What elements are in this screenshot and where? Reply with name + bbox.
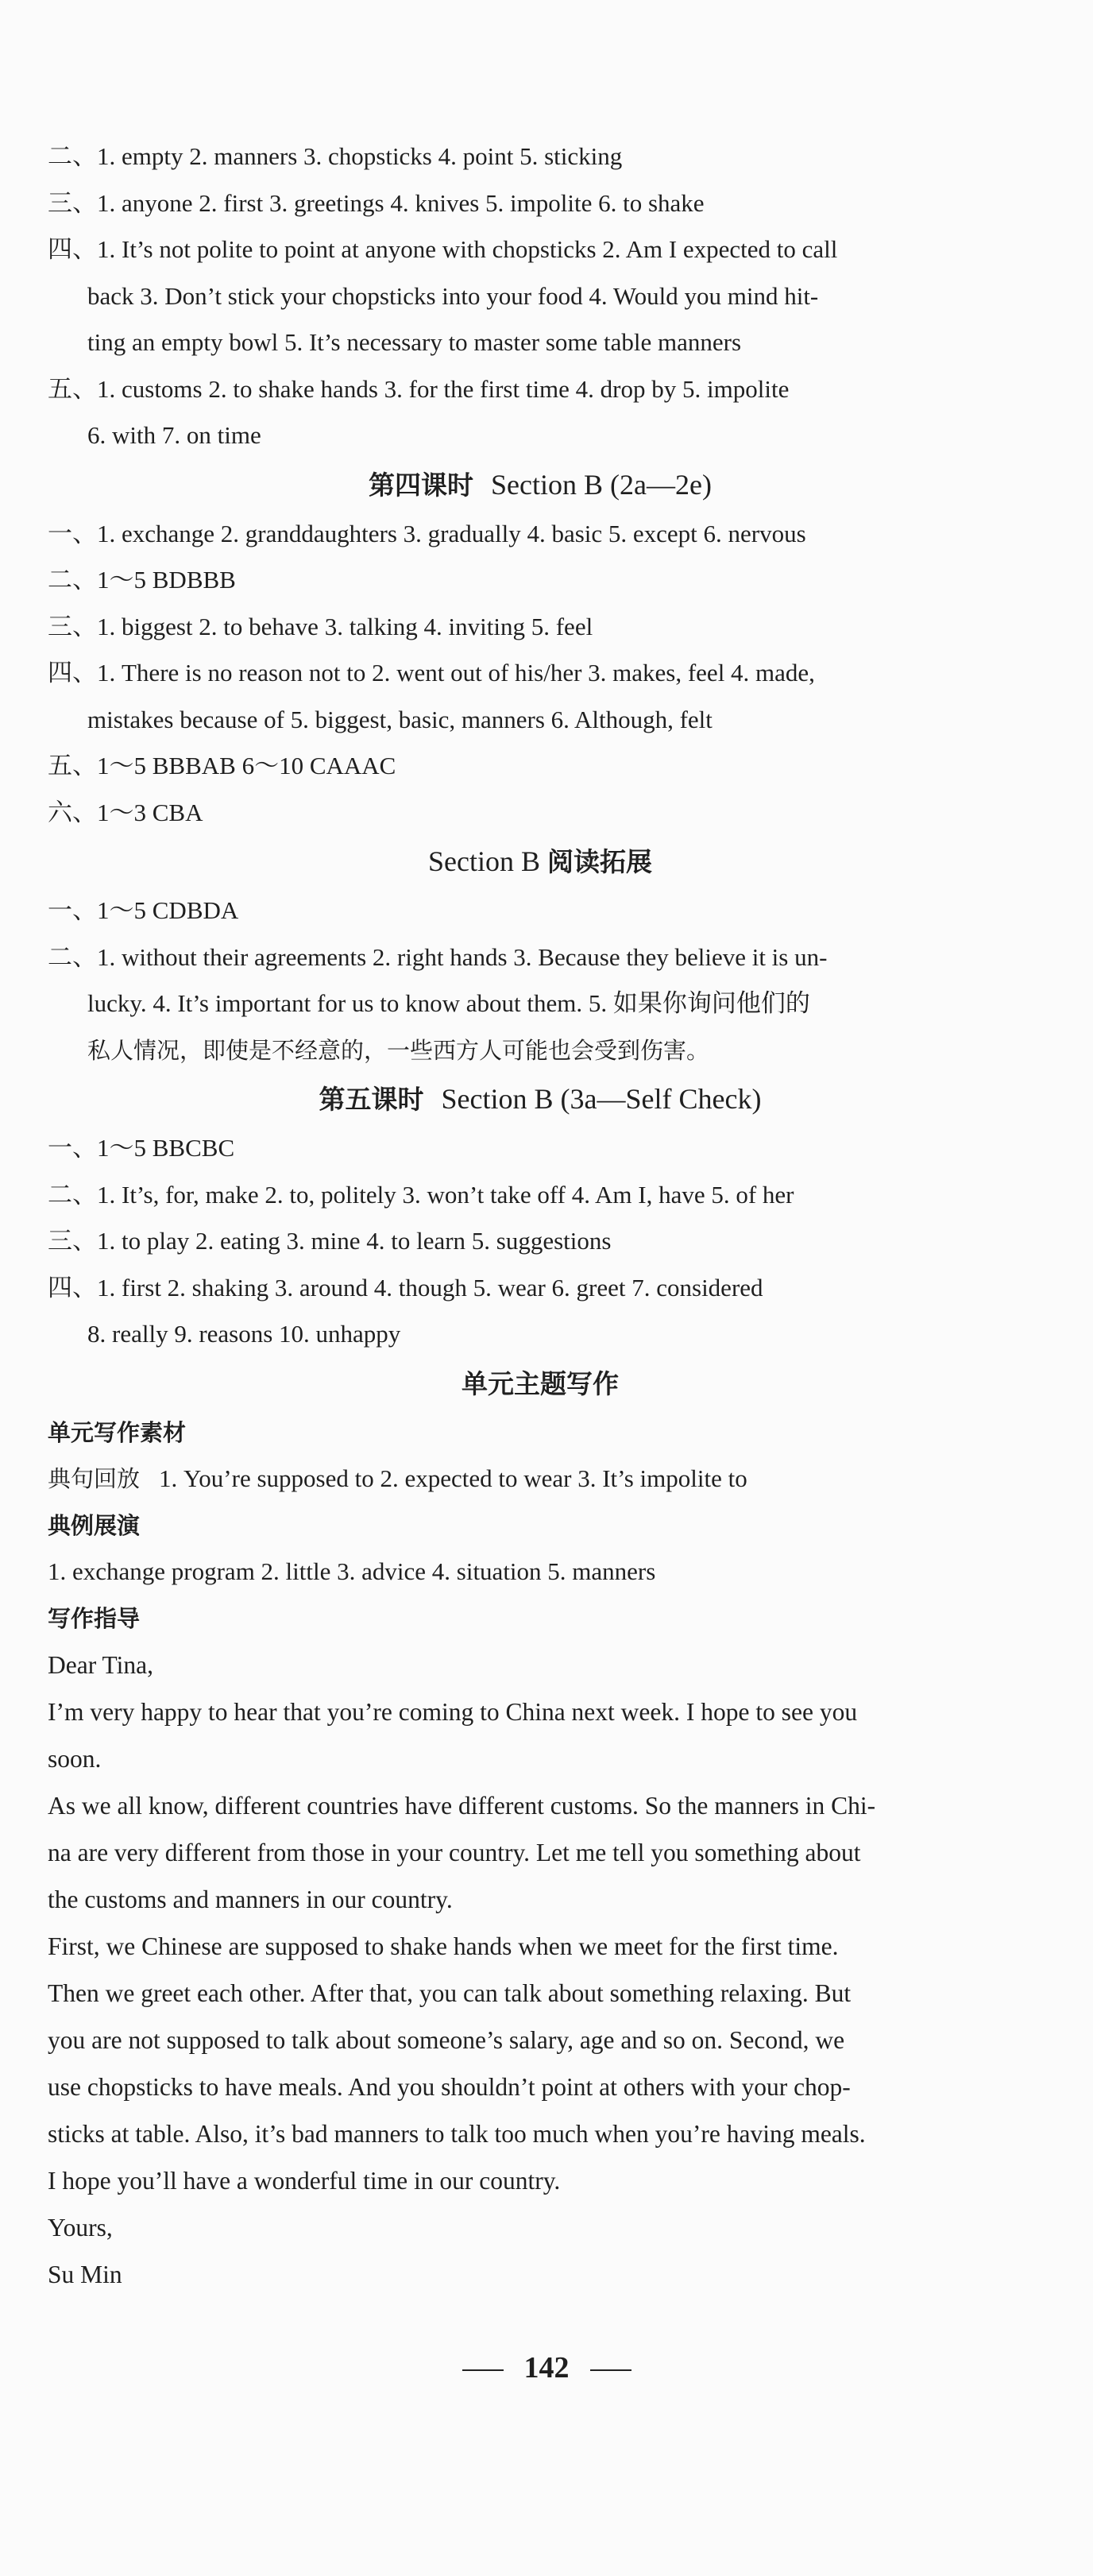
reading-heading [48, 836, 1033, 888]
answer-line: 6. with 7. on time [87, 421, 261, 449]
writing-heading [48, 1358, 1033, 1410]
answer-line: 三、1. anyone 2. first 3. greetings 4. knives 5. impolite 6. to shake [48, 188, 705, 217]
answer-line: 三、1. biggest 2. to behave 3. talking 4. inviting 5. feel [48, 612, 593, 640]
reading-title-en: Section B [428, 845, 540, 877]
footer-dash [462, 2369, 504, 2371]
lesson5-title-en: Section B (3a—Self Check) [441, 1083, 762, 1115]
answer-line: 一、1～5 CDBDA [48, 896, 239, 924]
answer-line: 1. exchange program 2. little 3. advice 4. situation 5. manners [48, 1557, 656, 1585]
letter-line: I’m very happy to hear that you’re coming to China next week. I hope to see you [48, 1698, 858, 1726]
letter-line: sticks at table. Also, it’s bad manners to talk too much when you’re having meals. [48, 2120, 866, 2148]
footer-dash [590, 2369, 631, 2371]
letter-line: I hope you’ll have a wonderful time in our country. [48, 2167, 561, 2195]
letter-line: you are not supposed to talk about someone’s salary, age and so on. Second, we [48, 2026, 845, 2054]
answer-line: mistakes because of 5. biggest, basic, manners 6. Although, felt [87, 705, 713, 733]
answer-line [48, 1456, 1033, 1503]
reading-title-cn: 阅读拓展 [547, 846, 652, 877]
answer-line: 四、1. It’s not polite to point at anyone with chopsticks 2. Am I expected to call [48, 235, 838, 263]
letter-line: Then we greet each other. After that, you can talk about something relaxing. But [48, 1979, 852, 2007]
answer-line: 二、1～5 BDBBB [48, 566, 236, 594]
answer-line: 一、1. exchange 2. granddaughters 3. gradually 4. basic 5. except 6. nervous [48, 519, 806, 547]
letter-line: As we all know, different countries have different customs. So the manners in Chi- [48, 1792, 876, 1820]
answer-line: 五、1. customs 2. to shake hands 3. for the first time 4. drop by 5. impolite [48, 374, 790, 403]
answer-line: 8. really 9. reasons 10. unhappy [87, 1320, 401, 1348]
writing-subheading: 典例展演 [48, 1511, 141, 1539]
letter-salutation: Dear Tina, [48, 1651, 153, 1679]
answer-line: ting an empty bowl 5. It’s necessary to master some table manners [87, 328, 742, 356]
page-footer [0, 2344, 1093, 2392]
answer-line: back 3. Don’t stick your chopsticks into your food 4. Would you mind hit- [87, 281, 819, 310]
answer-line: lucky. 4. It’s important for us to know about them. 5. 如果你询问他们的 [87, 989, 810, 1017]
page-number: 142 [523, 2351, 570, 2385]
answer-line: 五、1～5 BBBAB 6～10 CAAAC [48, 752, 396, 779]
answer-line: 四、1. There is no reason not to 2. went out of his/her 3. makes, feel 4. made, [48, 659, 815, 687]
writing-title: 单元主题写作 [462, 1367, 619, 1399]
writing-subheading: 单元写作素材 [48, 1418, 187, 1446]
sentence-label: 典句回放 [48, 1465, 141, 1492]
answer-content [48, 133, 1033, 2298]
answer-line: 四、1. first 2. shaking 3. around 4. though 5. wear 6. greet 7. considered [48, 1273, 763, 1302]
lesson5-title-cn: 第五课时 [319, 1084, 424, 1115]
answer-line: 六、1～3 CBA [48, 798, 203, 826]
letter-line: First, we Chinese are supposed to shake hands when we meet for the first time. [48, 1932, 839, 1960]
lesson4-title-en: Section B (2a—2e) [491, 468, 712, 501]
answer-line: 三、1. to play 2. eating 3. mine 4. to learn 5. suggestions [48, 1227, 612, 1255]
lesson4-heading [48, 459, 1033, 511]
letter-closing: Yours, [48, 2214, 113, 2241]
answer-line: 二、1. without their agreements 2. right hands 3. Because they believe it is un- [48, 942, 828, 971]
writing-subheading: 写作指导 [48, 1604, 141, 1632]
sentence-answers: 1. You’re supposed to 2. expected to wear 3. It’s impolite to [159, 1464, 747, 1492]
answer-line: 私人情况，即使是不经意的，一些西方人可能也会受到伤害。 [87, 1036, 710, 1064]
answer-line: 二、1. empty 2. manners 3. chopsticks 4. point 5. sticking [48, 142, 623, 170]
letter-line: use chopsticks to have meals. And you shouldn’t point at others with your chop- [48, 2073, 851, 2101]
answer-line: 二、1. It’s, for, make 2. to, politely 3. won’t take off 4. Am I, have 5. of her [48, 1180, 794, 1209]
letter-signature: Su Min [48, 2261, 122, 2288]
lesson5-heading [48, 1073, 1033, 1125]
lesson4-title-cn: 第四课时 [369, 469, 474, 501]
answer-line: 一、1～5 BBCBC [48, 1134, 235, 1162]
letter-line: soon. [48, 1745, 102, 1773]
letter-line: the customs and manners in our country. [48, 1886, 453, 1913]
sample-letter [48, 1642, 1033, 2298]
letter-line: na are very different from those in your country. Let me tell you something about [48, 1839, 861, 1866]
